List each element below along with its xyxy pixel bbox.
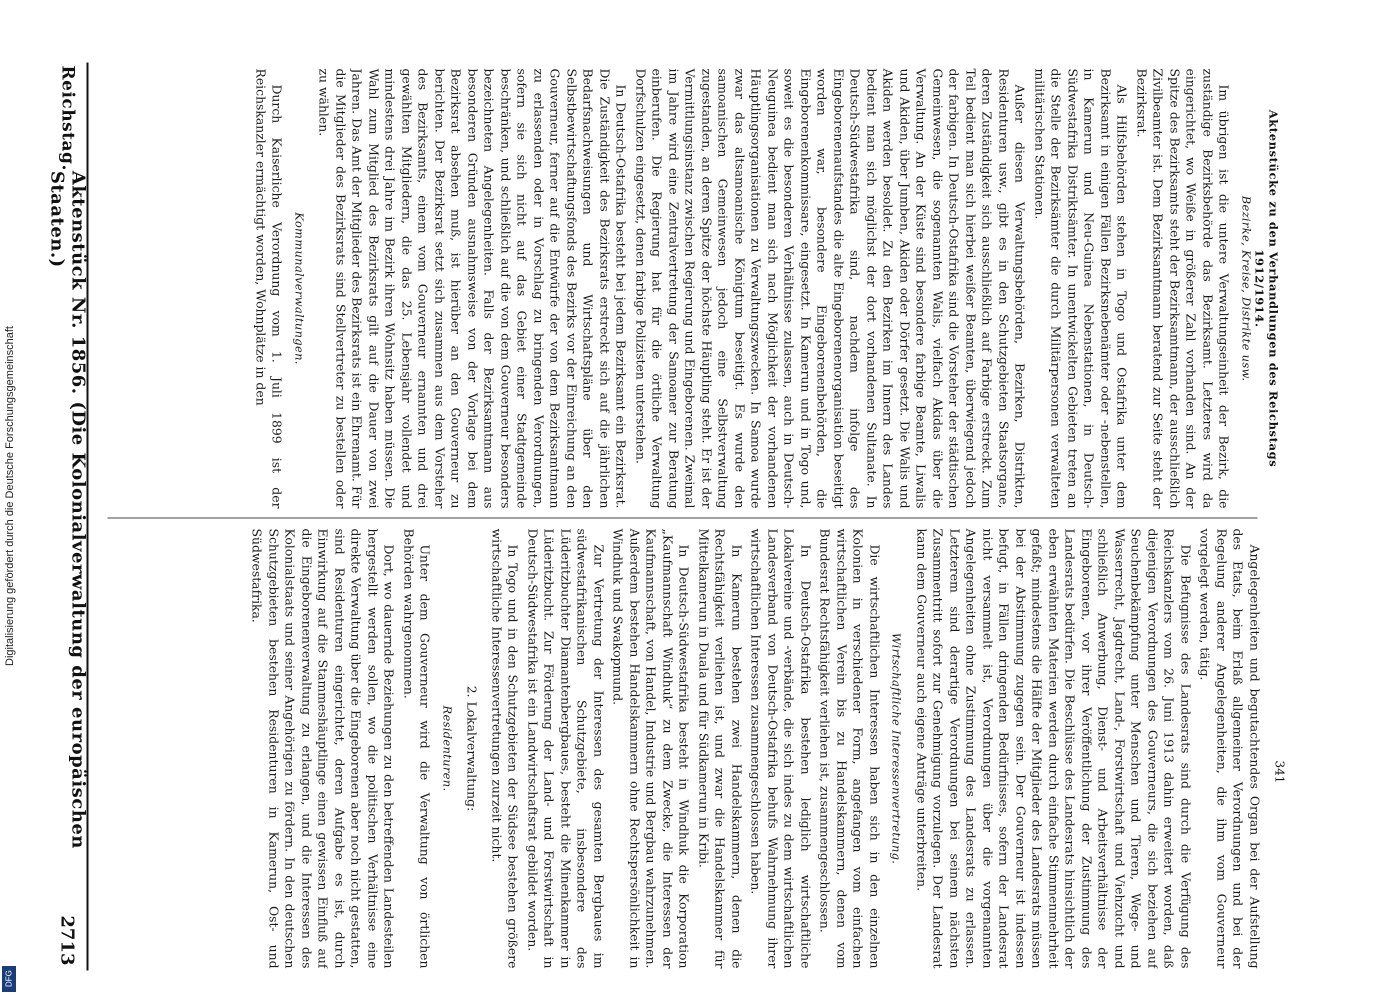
paragraph: Unter dem Gouverneur wird die Verwaltung von örtlichen Behörden wahrgenommen. — [401, 528, 433, 969]
paragraph: Dort, wo dauernde Beziehungen zu den betreffenden Landesteilen hergestellt werden sollen, wo die politischen Verhältnisse eine direkte Verwaltung über die Eingeborenen aber noch nicht gestatten, sind Residenturen eingerichtet, deren Aufgabe es ist, durch Einwirkung auf die Stammeshäuptlinge einen gewissen Einfluß auf die Eingeborenenverwaltung zu erlangen, und die Interessen des Kolonialstaats und seiner Angehörigen zu fördern. In den deutschen Schutzgebieten bestehen Residenturen in Kamerun, Ost- und Südwestafrika. — [250, 528, 397, 969]
paragraph: Als Hilfsbehörden stehen in Togo und Ostafrika unter dem Bezirksamt in einigen Fällen Bezirksnebenämter oder -nebenstellen, in Kamerun und Neu-Guinea Nebenstationen, in Deutsch-Südwestafrika Distriktsämter. In unentwickelten Gebieten treten an die Stelle der Bezirksämter die durch Militärpersonen verwalteten militärischen Stationen. — [1032, 68, 1130, 509]
header-rule — [87, 63, 89, 971]
left-column — [103, 69, 1263, 509]
paragraph: Die wirtschaftlichen Interessen haben sich in den einzelnen Kolonien in verschiedener Form, angefangen vom einfachen wirtschaftlichen Verein bis zu Handelskammern, denen vom Bundesrat Rechtsfähigkeit verliehen ist, zusammengeschlossen. — [818, 528, 883, 969]
column-divider — [108, 518, 1258, 519]
header-title: Aktenstück Nr. 1856. (Die Kolonialverwaltung der europäischen Staaten.) — [46, 170, 89, 849]
paragraph: Die Befugnisse des Landesrats sind durch die Verfügung des Reichskanzlers vom 26. Juni 1913 dahin erweitert worden, daß diejenigen Verordnungen des Gouverneurs, die sich beziehen auf Seuchenbekämpfung unter Menschen und Tieren, Wege- und Wasserrecht, Jagdrecht, Land-, Forstwirtschaft und Viehzucht und schließlich Anwerbung, Dienst- und Arbeitsverhältnisse der Eingeborenen, vor ihrer Veröffentlichung der Zustimmung des Landesrats bedürfen. Die Beschlüsse des Landesrats hinsichtlich der eben erwähnten Materien werden durch einfache Stimmenmehrheit gefaßt; mindestens die Hälfte der Mitglieder des Landesrats müssen bei der Abstimmung zugegen sein. Der Gouverneur ist indessen befugt, in Fällen dringenden Bedürfnisses, sofern der Landesrat nicht versammelt ist, Verordnungen über die vorgenannten Angelegenheiten ohne Zustimmung des Landesrats zu erlassen. Letzterem sind derartige Verordnungen bei seinem nächsten Zusammentritt sofort zur Genehmigung vorzulegen. Der Landesrat kann dem Gouverneur auch eigene Anträge unterbreiten. — [914, 528, 1194, 969]
page-header — [46, 65, 89, 966]
credit-text: Digitalisierung gefördert durch die Deutsche Forschungsgemeinschaft — [4, 326, 16, 666]
section-heading: Residenturen. — [440, 705, 455, 792]
paragraph: Außer diesen Verwaltungsbehörden, Bezirken, Distrikten, Residenturen usw., gibt es in den Schutzgebieten Staatsorgane, deren Zuständigkeit sich ausschließlich auf Farbige erstreckt. Zum Teil bedient man sich hierbei weißer Beamten, überwiegend jedoch der farbigen. In Deutsch-Ostafrika sind die Vorsteher der städtischen Gemeinwesen, die sogenannten Walis, vielfach Akidas über die Verwaltung. An der Küste sind besondere farbige Beamte, Liwalis und Akiden, über Jumben, Akiden oder Dörfer gesetzt. Die Walis und Akiden werden besoldet. Zu den Bezirken im Innern des Landes bedient man sich möglichst der dort vorhandenen Sultanate. In Deutsch-Südwestafrika sind, nachdem infolge des Eingeborenenaufstandes die alte Eingeborenenorganisation beseitigt worden war, besondere Eingeborenenbehörden, die Eingeborenenkommissare, eingesetzt. In Kamerun und in Togo und, soweit es die besonderen Verhältnisse zulassen, auch in Deutsch-Neuguinea bedient man sich nach Möglichkeit der vorhandenen Häuptlingsorganisationen zu Verwaltungszwecken. In Samoa wurde zwar das altsamoanische Königtum beseitigt. Es wurde den samoanischen Gemeinwesen jedoch eine Selbstverwaltung zugestanden, an deren Spitze der höchste Häuptling steht. Er ist der Vermittlungsinstanz zwischen Regierung und Eingeborenen. Zweimal im Jahre wird eine Zentralvertretung der Samoaner zur Beratung einberufen. Die Regierung hat für die örtliche Verwaltung Dorfschulzen eingesetzt, denen farbige Polizisten unterstehen. — [633, 68, 1028, 509]
header-left: Reichstag. — [57, 65, 78, 171]
paragraph: In Deutsch-Ostafrika bestehen lediglich wirtschaftliche Lokalvereine und -verbände, die sich indes zu dem wirtschaftlichen Landesverband von Deutsch-Ostafrika behufs Wahrnehmung ihrer wirtschaftlichen Interessen zusammengeschlossen haben. — [749, 528, 814, 969]
footer-note: Aktenstücke zu den Verhandlungen des Reichstags 1912/1914. — [1252, 109, 1281, 468]
section-heading: Wirtschaftliche Interessenvertretung. — [890, 632, 904, 865]
paragraph: In Togo und in den Schutzgebieten der Südsee bestehen größere wirtschaftliche Interessenvertretungen zurzeit nicht. — [489, 528, 521, 969]
section-heading: Kommunalverwaltungen. — [292, 212, 307, 365]
paragraph: In Kamerun bestehen zwei Handelskammern, denen die Rechtsfähigkeit verliehen ist, und zwar die Handelskammer für Mittelkamerun in Duala und für Südkamerun in Kribi. — [696, 528, 745, 969]
section-heading: 2. Lokalverwaltung: — [465, 685, 480, 812]
paragraph: Durch Kaiserliche Verordnung vom 1. Juli 1899 ist der Reichskanzler ermächtigt worden, Wohnplätze in den — [253, 68, 285, 509]
footer-page-number: 341 — [1272, 760, 1287, 784]
header-page-number: 2713 — [57, 915, 78, 966]
paragraph: Angelegenheiten und begutachtendes Organ bei der Aufstellung des Etats, beim Erlaß allgemeiner Verordnungen und bei der Regelung anderer Angelegenheiten, die ihm vom Gouverneur vorgelegt werden, tätig. — [1198, 528, 1263, 969]
paragraph: In Deutsch-Südwestafrika besteht in Windhuk die Korporation „Kaufmannschaft Windhuk“ zu dem Zwecke, die Interessen der Kaufmannschaft, von Handel, Industrie und Bergbau wahrzunehmen. Außerdem bestehen Handelskammern ohne Rechtspersönlichkeit in Windhuk und Swakopmund. — [611, 528, 692, 969]
paragraph: Zur Vertretung der Interessen des gesamten Bergbaues im südwestafrikanischen Schutzgebiete, insbesondere des Lüderitzbuchter Diamantenbergbaues, besteht die Minenkammer in Lüderitzbucht. Zur Förderung der Land- und Forstwirtschaft in Deutsch-Südwestafrika ist ein Landwirtschaftsrat gebildet worden. — [525, 528, 607, 969]
paragraph: Im übrigen ist die untere Verwaltungseinheit der Bezirk, die zuständige Bezirksbehörde das Bezirksamt. Letzteres wird da eingerichtet, wo Weiße in größerer Zahl vorhanden sind. An der Spitze des Bezirksamts steht der Bezirksamtmann, der ausschließlich Zivilbeamter ist. Dem Bezirksamtmann beratend zur Seite steht der Bezirksrat. — [1134, 68, 1232, 509]
dfg-logo-icon: DFG — [2, 966, 16, 992]
right-column — [103, 529, 1263, 969]
paragraph: In Deutsch-Ostafrika besteht bei jedem Bezirksamt ein Bezirksrat. Die Zuständigkeit des Bezirksrats erstreckt sich auf die jährlichen Bedarfsnachweisungen und Wirtschaftspläne über den Selbstbewirtschaftungsfonds des Bezirks vor der Einreichung an den Gouverneur, ferner auf die Entwürfe der von dem Bezirksamtmann zu erlassenden oder in Vorschlag zu bringenden Verordnungen, sofern sie sich nicht auf das Gebiet einer Stadtgemeinde beschränken, und schließlich auf die von dem Gouverneur besonders bezeichneten Angelegenheiten. Falls der Bezirksamtmann aus besonderen Gründen ausnahmsweise von der Vorlage bei dem Bezirksrat absehen muß, ist hierüber an den Gouverneur zu berichten. Der Bezirksrat setzt sich zusammen aus dem Vorsteher des Bezirksamts, einem vom Gouverneur ernannten und drei gewählten Mitgliedern, die das 25. Lebensjahr vollendet und mindestens drei Jahre im Bezirk ihren Wohnsitz haben müssen. Die Wahl zum Mitglied des Bezirksrats gilt auf die Dauer von zwei Jahren. Das Amt der Mitglieder des Bezirksrats ist ein Ehrenamt. Für die Mitglieder des Bezirksrats sind Stellvertreter zu bestellen oder zu wählen. — [317, 68, 629, 509]
document-page — [0, 1, 1383, 1000]
credit-sidebar — [0, 0, 18, 1000]
section-heading: Bezirke, Kreise, Distrikte usw. — [1239, 195, 1254, 382]
